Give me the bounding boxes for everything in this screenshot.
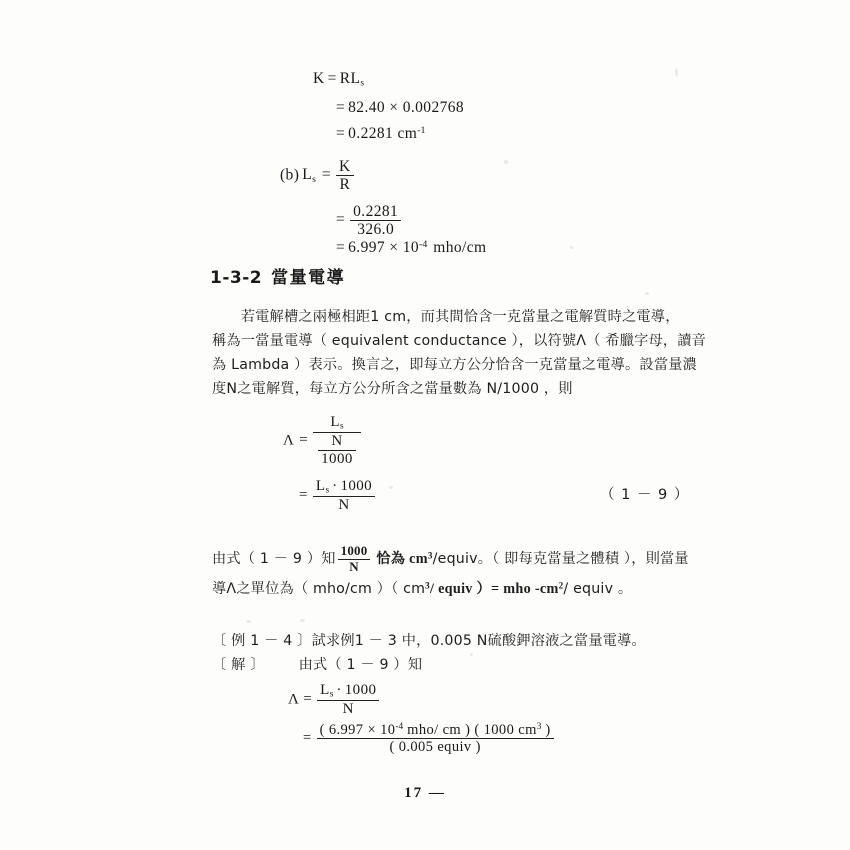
- equals-sign: =: [321, 166, 332, 184]
- example-statement-text: 試求例1 － 3 中，0.005 N硫酸鉀溶液之當量電導。: [311, 633, 646, 649]
- fraction-denominator: R: [336, 175, 354, 193]
- equals-sign: =: [336, 99, 346, 116]
- paragraph-2-line-2: [212, 578, 632, 598]
- lambda-symbol: Λ: [283, 432, 295, 449]
- numerator-l: L: [320, 682, 330, 698]
- fraction-1000-over-n: [338, 544, 371, 574]
- subscript-s: s: [329, 689, 334, 700]
- scan-artifact: [470, 653, 473, 656]
- section-title: 當量電導: [271, 268, 346, 288]
- page-footer: 17 —: [404, 785, 446, 801]
- equals-sign: =: [336, 211, 346, 229]
- solution-intro-text: 由式（ 1 － 9 ）知: [298, 657, 423, 673]
- exponent-minus-four: -4: [395, 722, 404, 733]
- equals-sign: =: [299, 432, 309, 449]
- equation-line-k-equals-rl: [313, 70, 364, 89]
- equation-line-final-result: [333, 239, 487, 257]
- numerator-1000: 1000: [344, 682, 377, 698]
- section-heading: [210, 263, 345, 288]
- result-value: 6.997 × 10: [348, 239, 420, 257]
- scan-artifact: [645, 292, 649, 295]
- fraction-inner-n-over-1000: [318, 433, 356, 468]
- fraction-numerator: 0.2281: [353, 203, 399, 220]
- outer-numerator-l: L: [330, 414, 340, 430]
- subscript-s: s: [312, 174, 316, 186]
- subscript-s: s: [360, 77, 365, 89]
- equals-sign: =: [303, 730, 312, 747]
- fraction-outer-numerator: [313, 414, 361, 432]
- scan-artifact: [300, 619, 305, 622]
- fraction-denominator-n: N: [313, 496, 375, 514]
- fraction-ls-1000-over-n: [313, 478, 375, 514]
- superscript-3: 3: [427, 550, 433, 561]
- section-number: 1-3-2: [210, 268, 263, 288]
- superscript-3: 3: [536, 722, 542, 733]
- equals-sign: =: [327, 70, 337, 87]
- numerator-part-c: ): [541, 722, 551, 738]
- equation-line-numeric-product: [333, 99, 464, 117]
- multiplication-dot: ·: [336, 682, 342, 698]
- paragraph-2-text-c: /equiv。（ 即每克當量之體積 ），則當量: [432, 551, 689, 568]
- part-label-b: (b): [280, 166, 300, 184]
- equation-line-numeric-fraction: [333, 203, 403, 239]
- fraction-numerator: [317, 722, 554, 738]
- subscript-s: s: [325, 485, 330, 496]
- example-work-line-1: [288, 682, 381, 718]
- equation-1-9-simplified: [296, 478, 377, 514]
- kappa-value: 0.2281 cm: [348, 125, 418, 143]
- equals-sign: =: [303, 691, 313, 708]
- lambda-symbol: Λ: [288, 691, 300, 708]
- equation-number-1-9: （ 1 － 9 ）: [600, 487, 690, 503]
- fraction-0-2281-over-326: [350, 203, 401, 239]
- scan-artifact: [570, 246, 573, 249]
- equals-sign: =: [299, 487, 308, 504]
- equals-sign: =: [336, 125, 346, 143]
- multiplication-dot: ·: [332, 478, 338, 494]
- equation-lhs-k: K: [313, 70, 325, 87]
- equals-sign: =: [336, 239, 346, 257]
- paragraph-2-line2-b: / equiv ）= mho -cm: [430, 581, 559, 597]
- equation-line-kappa-value: [333, 125, 425, 143]
- exponent-minus-one: -1: [417, 125, 426, 136]
- numerator-1000: 1000: [340, 478, 373, 494]
- solution-label: 〔 解 〕: [212, 657, 265, 673]
- example-work-line-2: [300, 722, 556, 755]
- example-solution-line: [212, 654, 422, 674]
- numerator-l: L: [315, 478, 326, 494]
- inner-numerator-n: N: [331, 433, 343, 450]
- scan-artifact: [675, 68, 678, 77]
- fraction-outer-denominator: [313, 432, 361, 468]
- paragraph-1-line-3: 為 Lambda ）表示。換言之，即每立方公分恰含一克當量之電導。設當量濃: [212, 357, 697, 373]
- scan-artifact: [389, 486, 393, 489]
- paragraph-2-line2-c: / equiv 。: [563, 581, 633, 597]
- fraction-final-calculation: [317, 722, 554, 755]
- paragraph-2-text-b: 恰為 cm: [372, 551, 428, 568]
- numerator-part-b: mho/ cm ) ( 1000 cm: [403, 722, 537, 738]
- superscript-2: 2: [558, 580, 564, 591]
- scan-artifact: [246, 620, 251, 623]
- example-statement-line: [212, 630, 646, 650]
- example-label: 〔 例 1 － 4 〕: [212, 633, 312, 649]
- paragraph-1-line-4: 度N之電解質，每立方公分所含之當量數為 N/1000 ，則: [212, 381, 573, 397]
- paragraph-2-line-1: [212, 544, 689, 574]
- superscript-3: 3: [425, 580, 430, 591]
- equation-rhs-rl: RL: [339, 70, 361, 87]
- paragraph-2-text-a: 由式（ 1 － 9 ）知: [212, 551, 336, 568]
- paragraph-1-line-1: 若電解槽之兩極相距1 cm，而其間恰含一克當量之電解質時之電導，: [212, 309, 680, 325]
- inner-denominator-1000: 1000: [318, 450, 356, 468]
- exponent-minus-four: -4: [419, 239, 428, 250]
- fraction-denominator: ( 0.005 equiv ): [317, 738, 554, 755]
- product-value: 82.40 × 0.002768: [348, 99, 465, 116]
- equation-line-part-b: [280, 158, 356, 194]
- result-unit: mho/cm: [433, 239, 487, 257]
- fraction-denominator: 326.0: [350, 220, 401, 238]
- equation-1-9-compound-fraction: [283, 414, 363, 468]
- scan-artifact: [504, 160, 508, 164]
- fraction-numerator: K: [339, 158, 351, 175]
- fraction-numerator: [317, 682, 379, 700]
- fraction-denominator: N: [338, 559, 371, 575]
- paragraph-1-line-2: 稱為一當量電導（ equivalent conductance ），以符號Λ（ 希臘字母，讀音: [212, 333, 707, 349]
- fraction-numerator: 1000: [340, 543, 368, 558]
- part-b-lhs-l: L: [302, 166, 313, 184]
- fraction-numerator: [313, 478, 375, 496]
- numerator-part-a: ( 6.997 × 10: [319, 722, 396, 738]
- subscript-s: s: [339, 421, 344, 432]
- fraction-ls-1000-over-n: [317, 682, 379, 718]
- fraction-denominator-n: N: [317, 700, 379, 718]
- paragraph-2-line2-a: 導Λ之單位為（ mho/cm ）（ cm: [212, 581, 426, 597]
- fraction-k-over-r: [336, 158, 354, 194]
- fraction-outer: [313, 414, 361, 468]
